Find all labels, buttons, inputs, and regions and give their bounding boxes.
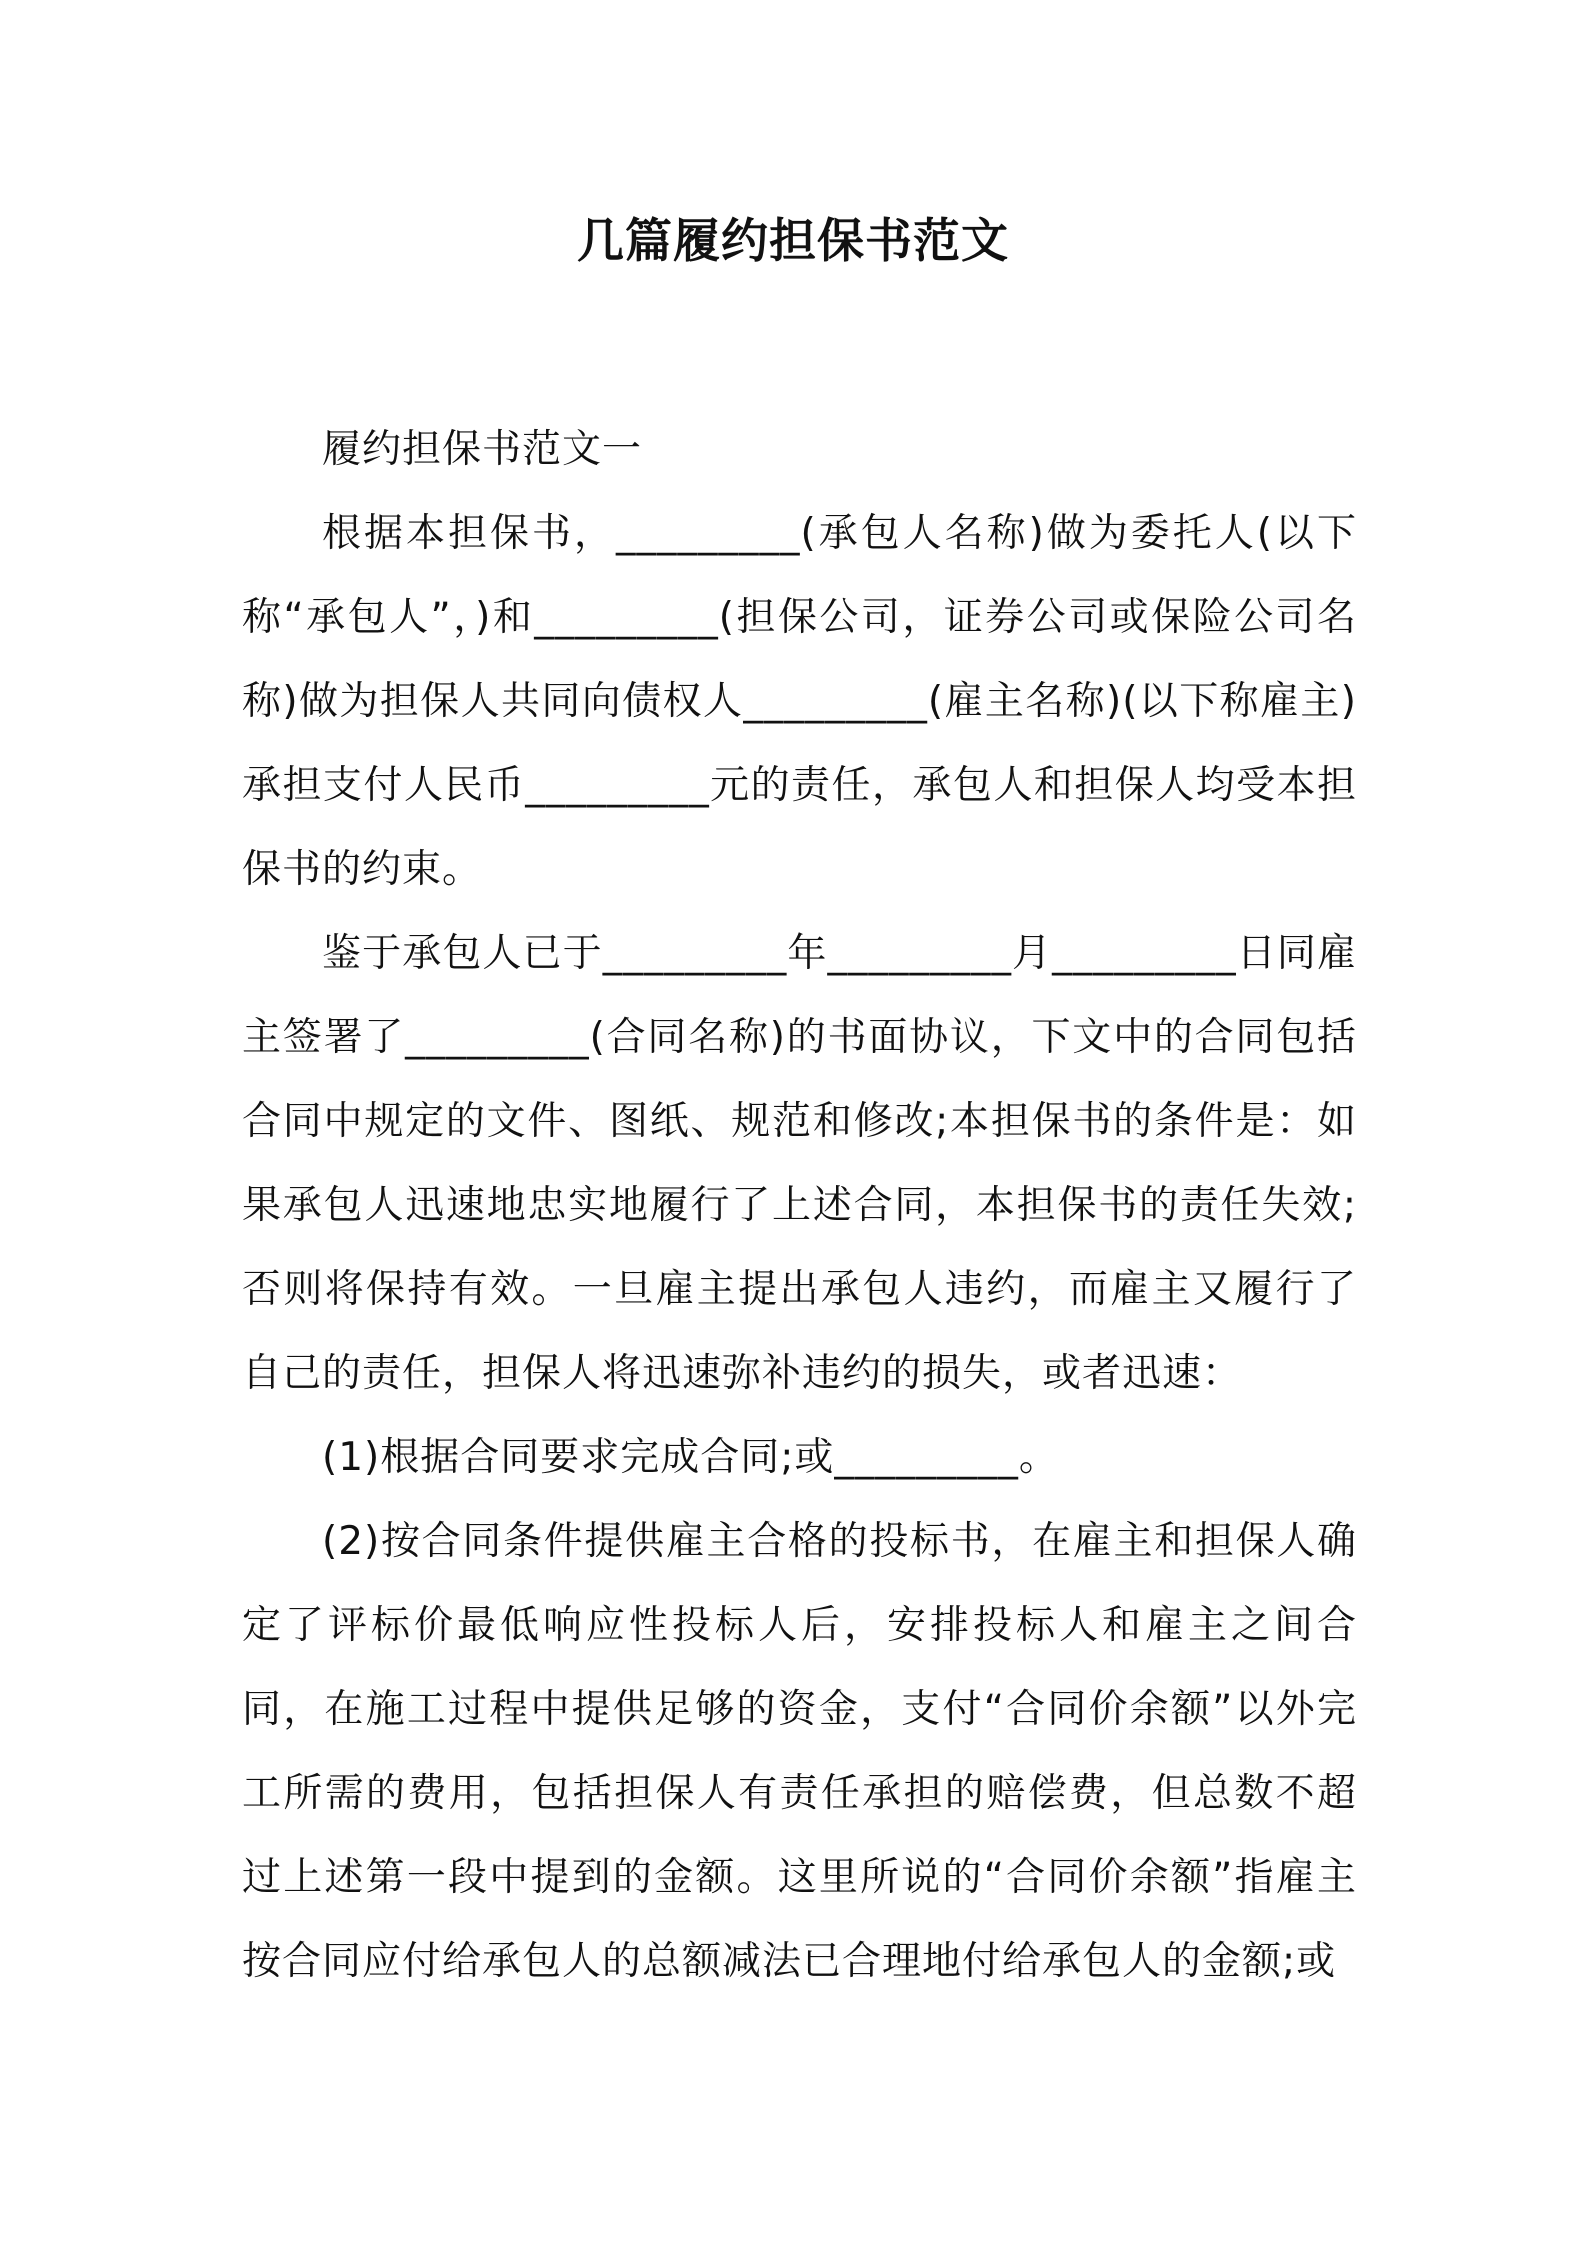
section-heading: 履约担保书范文一 xyxy=(322,427,643,472)
paragraph-guarantee-liability: 根据本担保书，_________(承包人名称)做为委托人(以下称“承包人”，)和_________(担保公司，证券公司或保险公司名称)做为担保人共同向债权人_________(雇主名称)(以下称雇主)承担支付人民币_________元的责任，承包人和担保人均受本担保书的约束。 xyxy=(242,511,1357,892)
paragraph-contract-conditions: 鉴于承包人已于_________年_________月_________日同雇主签署了_________(合同名称)的书面协议，下文中的合同包括合同中规定的文件、图纸、规范和修改;本担保书的条件是：如果承包人迅速地忠实地履行了上述合同，本担保书的责任失效;否则将保持有效。一旦雇主提出承包人违约，而雇主又履行了自己的责任，担保人将迅速弥补违约的损失，或者迅速： xyxy=(242,931,1357,1396)
document-title: 几篇履约担保书范文 xyxy=(577,214,1009,269)
paragraph-option-2: (2)按合同条件提供雇主合格的投标书，在雇主和担保人确定了评标价最低响应性投标人后，安排投标人和雇主之间合同，在施工过程中提供足够的资金，支付“合同价余额”以外完工所需的费用，包括担保人有责任承担的赔偿费，但总数不超过上述第一段中提到的金额。这里所说的“合同价余额”指雇主按合同应付给承包人的总额减法已合理地付给承包人的金额;或 xyxy=(242,1519,1357,1984)
document-body xyxy=(242,408,1357,2004)
paragraph-option-1: (1)根据合同要求完成合同;或_________。 xyxy=(322,1435,1059,1480)
